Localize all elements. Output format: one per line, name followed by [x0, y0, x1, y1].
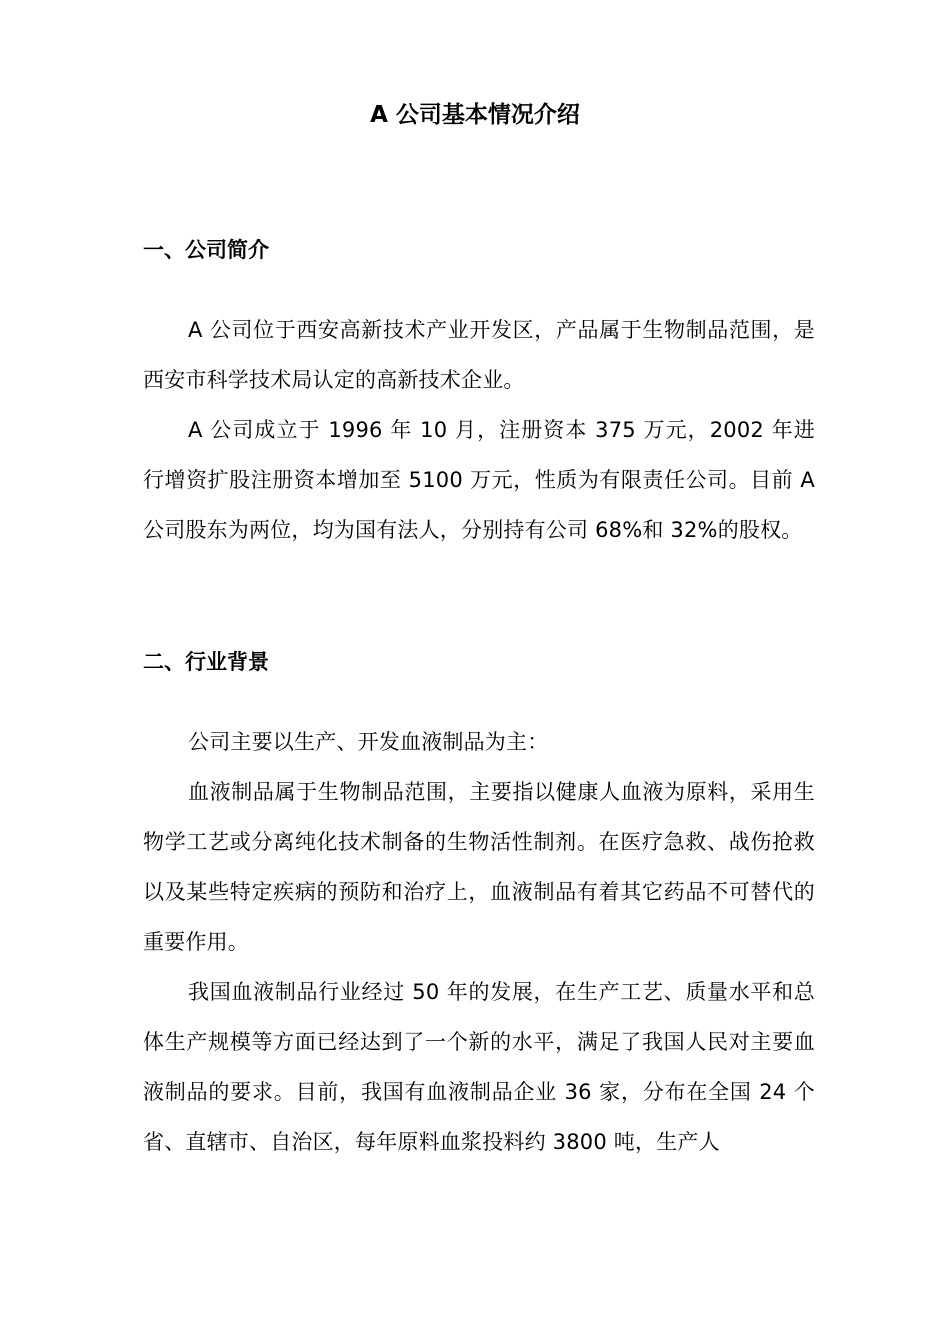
paragraph-company-location: A 公司位于西安高新技术产业开发区，产品属于生物制品范围，是西安市科学技术局认定的高新技术企业。 [143, 318, 815, 392]
paragraph-company-founding: A 公司成立于 1996 年 10 月，注册资本 375 万元，2002 年进行增资扩股注册资本增加至 5100 万元，性质为有限责任公司。目前 A 公司股东为两位，均为国有法人，分别持有公司 68%和 32%的股权。 [143, 418, 815, 542]
paragraph-main-business: 公司主要以生产、开发血液制品为主： [188, 730, 549, 754]
paragraph-industry-development: 我国血液制品行业经过 50 年的发展，在生产工艺、质量水平和总体生产规模等方面已经达到了一个新的水平，满足了我国人民对主要血液制品的要求。目前，我国有血液制品企业 36 家，分布在全国 24 个省、直辖市、自治区，每年原料血浆投料约 3800 吨，生产人 [143, 980, 815, 1154]
paragraph-blood-products-definition: 血液制品属于生物制品范围，主要指以健康人血液为原料，采用生物学工艺或分离纯化技术制备的生物活性制剂。在医疗急救、战伤抢救以及某些特定疾病的预防和治疗上，血液制品有着其它药品不可替代的重要作用。 [143, 780, 815, 954]
section-heading-industry-background: 二、行业背景 [143, 650, 269, 674]
document-title: A 公司基本情况介绍 [370, 102, 580, 128]
section-heading-company-intro: 一、公司简介 [143, 238, 269, 262]
